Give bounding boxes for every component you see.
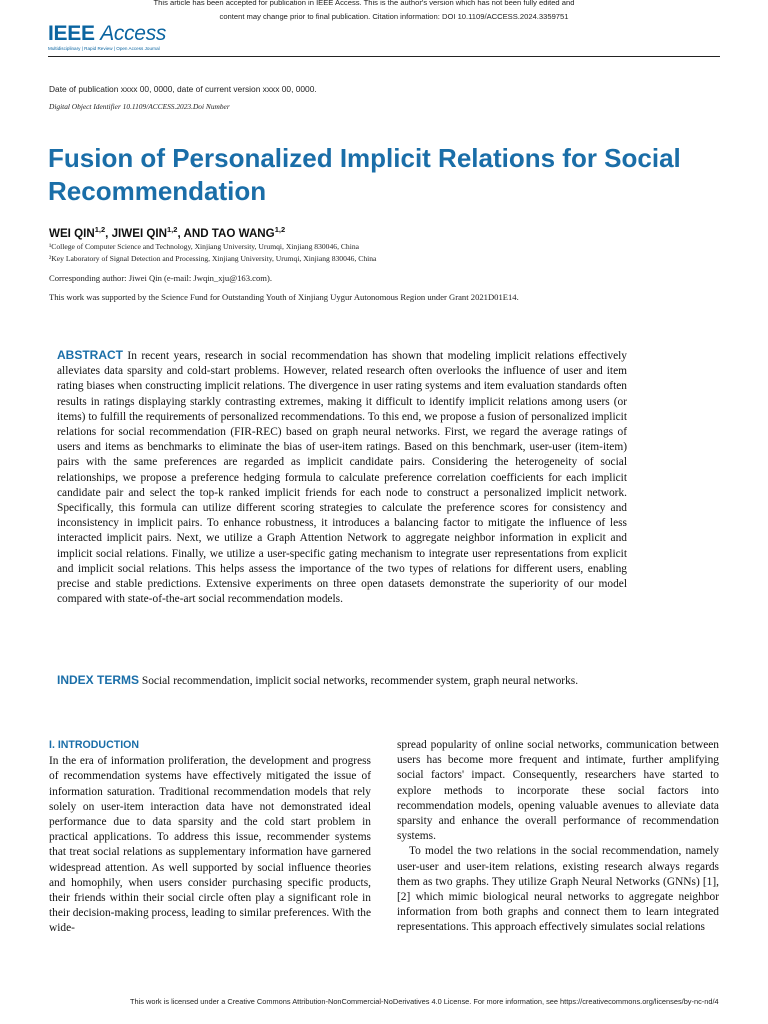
logo-tagline: Multidisciplinary | Rapid Review | Open Access Journal [48, 46, 160, 51]
author-affil-mark: 1,2 [167, 225, 178, 234]
author-affil-mark: 1,2 [94, 225, 106, 234]
journal-logo [48, 23, 166, 51]
affiliation-1: ¹College of Computer Science and Technology, Xinjiang University, Urumqi, Xinjiang 830046, China [49, 242, 360, 251]
abstract-text: In recent years, research in social recommendation has shown that modeling implicit relations effectively alleviates data sparsity and cold-start problems. However, related research often overlooks the influence of user and item rating biases when constructing implicit relations. The divergence in user rating systems and item evaluation standards often results in ratings displaying starkly contrasting extremes, making it difficult to identify implicit relations among users (or items) to fulfill the requirements of personalized recommendations. To this end, we propose a fusion of personalized implicit relations for social recommendation (FIR-REC) based on graph neural networks. First, we regard the average ratings of users and items as benchmarks to eliminate the bias of user-item ratings. Based on this benchmark, user-user (item-item) pairs with the same preferences are regarded as implicit candidate pairs. Considering the heterogeneity of social relationships, we propose a preference hedging formula to calculate preference correlation coefficients for each implicit candidate pair and select the top-k ranked implicit friends for each node to construct a personalized implicit network. Specifically, this formula can utilize different scoring strategies to calculate the preference scores for consistency and inconsistency in implicit pairs. To enhance robustness, it introduces a balancing factor to mitigate the influence of less interacted implicit pairs. Next, we utilize a Graph Attention Network to aggregate neighbor information in explicit and implicit social relations. Finally, we utilize a user-specific gating mechanism to integrate user representations from explicit and implicit social relations. This helps assess the importance of the two types of relations for different users, enabling precise and stable predictions. Extensive experiments on three open datasets demonstrate the superiority of our model compared with state-of-the-art social recommendation models. [57, 350, 628, 606]
author-name: WEI QIN [49, 226, 95, 240]
author-name: , AND TAO WANG [177, 226, 275, 240]
index-terms-label: INDEX TERMS [57, 673, 140, 687]
affiliation-2: ²Key Laboratory of Signal Detection and Processing, Xinjiang University, Urumqi, Xinjiang 830046, China [49, 254, 377, 263]
index-terms-text: Social recommendation, implicit social networks, recommender system, graph neural networks. [141, 675, 579, 687]
section-heading: I. INTRODUCTION [49, 739, 140, 751]
body-paragraph: To model the two relations in the social recommendation, namely user-user and user-item relations, existing research always regards them as two graphs. They utilize Graph Neural Networks (GNNs) [1], [2] which mimic biological neural networks to aggregate neighbor information from both graphs and connect them to learn integrated representations. This approach effectively simulates social relations [397, 845, 719, 934]
logo-word-ieee: IEEE [48, 22, 95, 45]
paper-title: Fusion of Personalized Implicit Relations for Social Recommendation [48, 143, 681, 206]
publication-date: Date of publication xxxx 00, 0000, date of current version xxxx 00, 0000. [49, 84, 317, 94]
body-column-right [397, 738, 719, 936]
funding-note: This work was supported by the Science Fund for Outstanding Youth of Xinjiang Uygur Autonomous Region under Grant 2021D01E14. [49, 292, 519, 302]
corresponding-author: Corresponding author: Jiwei Qin (e-mail: Jwqin_xju@163.com). [49, 273, 272, 283]
license-footer: This work is licensed under a Creative Commons Attribution-NonCommercial-NoDerivatives 4.0 License. For more information, see https://creativecommons.org/licenses/by-nc-nd/4 [130, 997, 719, 1006]
author-name: , JIWEI QIN [105, 226, 168, 240]
acceptance-notice-line1: This article has been accepted for publication in IEEE Access. This is the author's version which has not been fully edited and [153, 0, 575, 7]
logo-wordmark [48, 23, 166, 45]
body-paragraph: In the era of information proliferation, the development and progress of recommendation systems have effectively mitigated the issue of information saturation. Traditional recommendation models that rely solely on user-item interaction data have not demonstrated ideal performance due to data sparsity and the cold start problem in practical applications. To address this issue, recommender systems that treat social relations as supplementary information have garnered widespread attention. As well supported by social influence theories and homophily, when users consider purchasing specific products, their friends within their social circle often play a significant role in their decision-making process, leading to similar preferences. With the wide- [49, 755, 371, 935]
abstract-label: ABSTRACT [57, 348, 123, 362]
author-list [49, 225, 285, 240]
header-divider [48, 56, 720, 57]
doi-line: Digital Object Identifier 10.1109/ACCESS.2023.Doi Number [49, 102, 230, 111]
logo-word-access: Access [100, 22, 167, 45]
abstract [57, 348, 627, 607]
index-terms [57, 673, 627, 689]
body-column-left [49, 738, 371, 937]
author-affil-mark: 1,2 [274, 225, 286, 234]
body-paragraph: spread popularity of online social networks, communication between users has become more frequent and intimate, further amplifying social factors' impact. Consequently, researchers have started to explore methods to incorporate these social factors into recommendation models, opening valuable avenues to alleviate data sparsity and enhance the overall performance of recommendation systems. [397, 739, 719, 843]
acceptance-notice-line2: content may change prior to final publication. Citation information: DOI 10.1109/ACCESS.2024.3359751 [219, 12, 569, 21]
